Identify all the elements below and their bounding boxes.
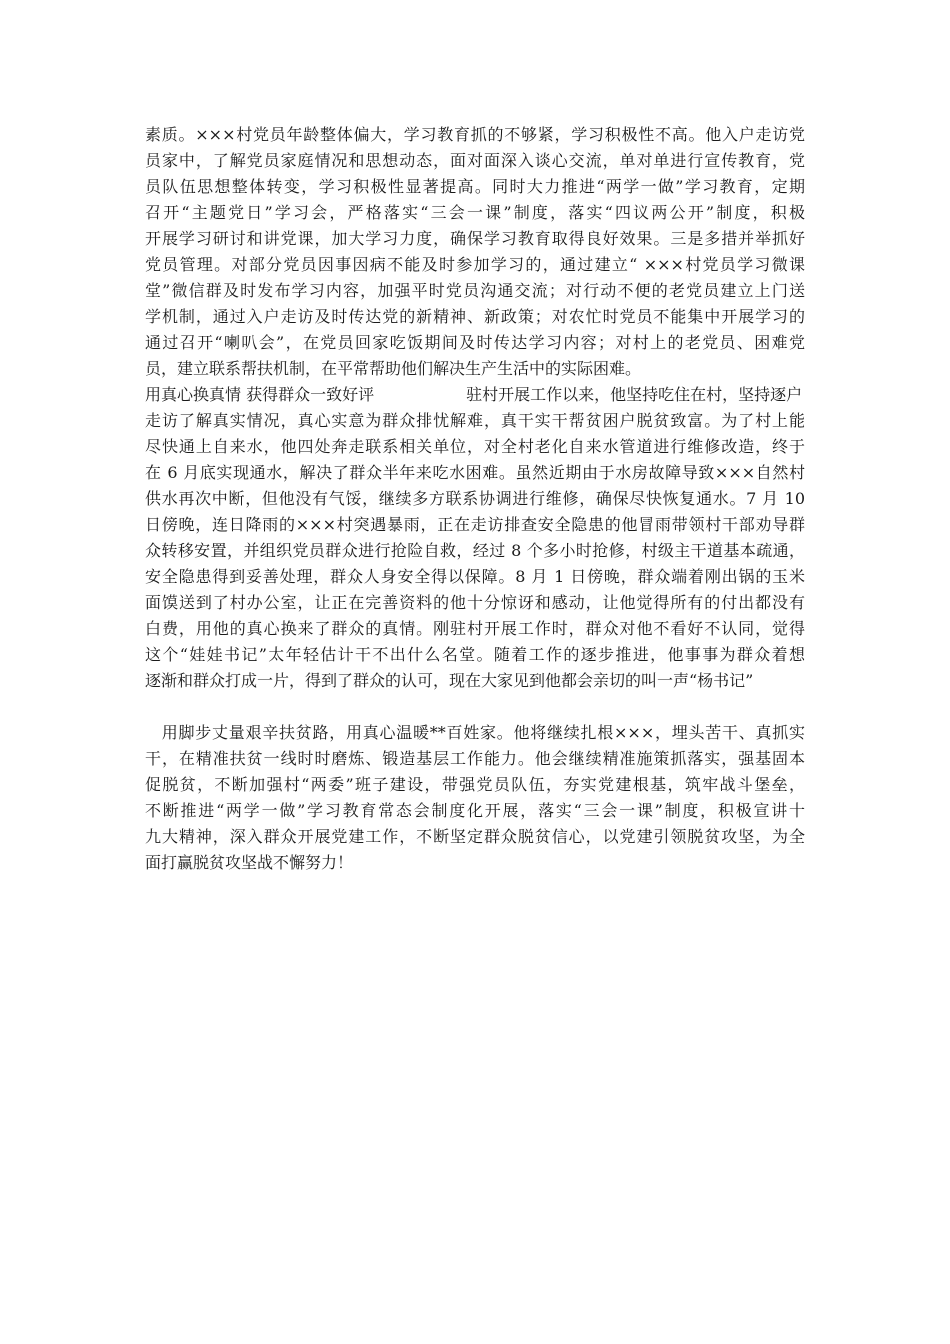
text-line: 逐渐和群众打成一片，得到了群众的认可，现在大家见到他都会亲切的叫一声“杨书记” <box>145 671 754 690</box>
text-line: 召开“主题党日”学习会，严格落实“三会一课”制度，落实“四议两公开”制度，积极 <box>145 203 805 222</box>
text-line: 用脚步丈量艰辛扶贫路，用真心温暖**百姓家。他将继续扎根×××，埋头苦干、真抓实 <box>145 723 805 742</box>
text-line: 供水再次中断，但他没有气馁，继续多方联系协调进行维修，确保尽快恢复通水。7 月 10 <box>145 489 805 508</box>
text-line: 开展学习研讨和讲党课，加大学习力度，确保学习教育取得良好效果。三是多措并举抓好 <box>145 229 805 248</box>
text-line: 走访了解真实情况，真心实意为群众排忧解难，真干实干帮贫困户脱贫致富。为了村上能 <box>145 411 805 430</box>
text-line: 员家中，了解党员家庭情况和思想动态，面对面深入谈心交流，单对单进行宣传教育，党 <box>145 151 805 170</box>
text-line: 素质。×××村党员年龄整体偏大，学习教育抓的不够紧，学习积极性不高。他入户走访党 <box>145 125 805 144</box>
text-line: 员，建立联系帮扶机制，在平常帮助他们解决生产生活中的实际困难。 <box>145 359 642 378</box>
text-line: 员队伍思想整体转变，学习积极性显著提高。同时大力推进“两学一做”学习教育，定期 <box>145 177 805 196</box>
text-line: 学机制，通过入户走访及时传达党的新精神、新政策；对农忙时党员不能集中开展学习的 <box>145 307 805 326</box>
text-line: 在 6 月底实现通水，解决了群众半年来吃水困难。虽然近期由于水房故障导致×××自然村 <box>145 463 805 482</box>
text-line: 面打赢脱贫攻坚战不懈努力！ <box>145 853 354 872</box>
paragraph-2 <box>145 382 805 694</box>
section-heading-line <box>145 382 805 408</box>
text-line: 安全隐患得到妥善处理，群众人身安全得以保障。8 月 1 日傍晚，群众端着刚出锅的玉米 <box>145 567 805 586</box>
paragraph-1 <box>145 122 805 382</box>
paragraph-3 <box>145 720 805 876</box>
text-line: 通过召开“喇叭会”，在党员回家吃饭期间及时传达学习内容；对村上的老党员、困难党 <box>145 333 805 352</box>
text-line: 日傍晚，连日降雨的×××村突遇暴雨，正在走访排查安全隐患的他冒雨带领村干部劝导群 <box>145 515 805 534</box>
document-body <box>145 122 805 876</box>
text-line: 促脱贫，不断加强村“两委”班子建设，带强党员队伍，夯实党建根基，筑牢战斗堡垒， <box>145 775 805 794</box>
text-line: 面馍送到了村办公室，让正在完善资料的他十分惊讶和感动，让他觉得所有的付出都没有 <box>145 593 805 612</box>
text-line: 这个“娃娃书记”太年轻估计干不出什么名堂。随着工作的逐步推进，他事事为群众着想 <box>145 645 805 664</box>
text-line: 众转移安置，并组织党员群众进行抢险自救，经过 8 个多小时抢修，村级主干道基本疏通， <box>145 541 805 560</box>
text-line: 白费，用他的真心换来了群众的真情。刚驻村开展工作时，群众对他不看好不认同，觉得 <box>145 619 805 638</box>
text-line: 不断推进“两学一做”学习教育常态会制度化开展，落实“三会一课”制度，积极宣讲十 <box>145 801 805 820</box>
text-line: 干，在精准扶贫一线时时磨炼、锻造基层工作能力。他会继续精准施策抓落实，强基固本 <box>145 749 805 768</box>
text-line-start: 驻村开展工作以来，他坚持吃住在村，坚持逐户 <box>466 385 803 404</box>
text-line: 堂”微信群及时发布学习内容，加强平时党员沟通交流；对行动不便的老党员建立上门送 <box>145 281 805 300</box>
text-line: 九大精神，深入群众开展党建工作，不断坚定群众脱贫信心，以党建引领脱贫攻坚，为全 <box>145 827 805 846</box>
text-line: 尽快通上自来水，他四处奔走联系相关单位，对全村老化自来水管道进行维修改造，终于 <box>145 437 805 456</box>
text-line: 党员管理。对部分党员因事因病不能及时参加学习的，通过建立“ ×××村党员学习微课 <box>145 255 805 274</box>
section-heading: 用真心换真情 获得群众一致好评 <box>145 385 375 404</box>
